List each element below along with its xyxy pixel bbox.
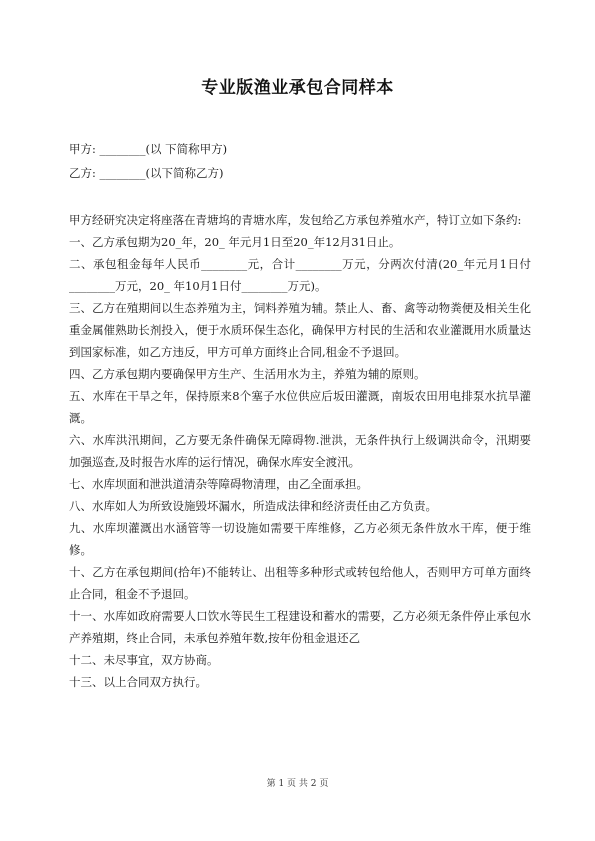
clause-6: 六、水库洪汛期间，乙方要无条件确保无障碍物.泄洪，无条件执行上级调洪命令，汛期要加强巡查,及时报告水库的运行情况，确保水库安全渡汛。	[69, 433, 531, 469]
section-spacer	[69, 184, 531, 209]
clause-4: 四、乙方承包期内要确保甲方生产、生活用水为主，养殖为辅的原则。	[69, 367, 426, 381]
preamble-paragraph: 甲方经研究决定将座落在青塘坞的青塘水库，发包给乙方承包养殖水产，特订立如下条约:	[69, 213, 522, 227]
clause-12: 十二、未尽事宜，双方协商。	[69, 653, 219, 667]
clause-10: 十、乙方在承包期间(拾年)不能转让、出租等多种形式或转包给他人，否则甲方可单方面终止合同，租金不予退回。	[69, 565, 531, 601]
clause-9: 九、水库坝灌溉出水涵管等一切设施如需要干库维修，乙方必须无条件放水干库，便于维修。	[69, 521, 531, 557]
page-title: 专业版渔业承包合同样本	[201, 78, 394, 98]
clause-13: 十三、以上合同双方执行。	[69, 675, 207, 689]
clause-8: 八、水库如人为所致设施毁坏漏水，所造成法律和经济责任由乙方负责。	[69, 499, 437, 513]
clause-3: 三、乙方在殖期间以生态养殖为主，饲料养殖为辅。禁止人、畜、禽等动物粪便及相关生化重金属催熟助长剂投入，便于水质环保生态化，确保甲方村民的生活和农业灌溉用水质量达到国家标准，如乙方违反，甲方可单方面终止合同,租金不予退回。	[69, 301, 531, 359]
page-number-footer: 第 1 页 共 2 页	[266, 779, 329, 789]
clause-1: 一、乙方承包期为20_年，20_ 年元月1日至20_年12月31日止。	[69, 235, 401, 249]
clause-2: 二、承包租金每年人民币________元，合计________万元，分两次付清(20_年元月1日付________万元，20_ 年10月1日付________万元)。	[69, 257, 531, 293]
clause-5: 五、水库在干旱之年，保持原来8个塞子水位供应后坂田灌溉，南坂农田用电排泵水抗旱灌溉。	[69, 389, 531, 425]
clause-11: 十一、水库如政府需要人口饮水等民生工程建设和蓄水的需要，乙方必须无条件停止承包水产养殖期，终止合同，未承包养殖年数,按年份租金退还乙	[69, 609, 531, 645]
party-b-line: 乙方: ________(以下简称乙方)	[69, 166, 224, 180]
contract-body	[69, 138, 531, 693]
party-a-line: 甲方: ________(以 下简称甲方)	[69, 142, 228, 156]
clause-7: 七、水库坝面和泄洪道清杂等障碍物清理，由乙全面承担。	[69, 477, 368, 491]
